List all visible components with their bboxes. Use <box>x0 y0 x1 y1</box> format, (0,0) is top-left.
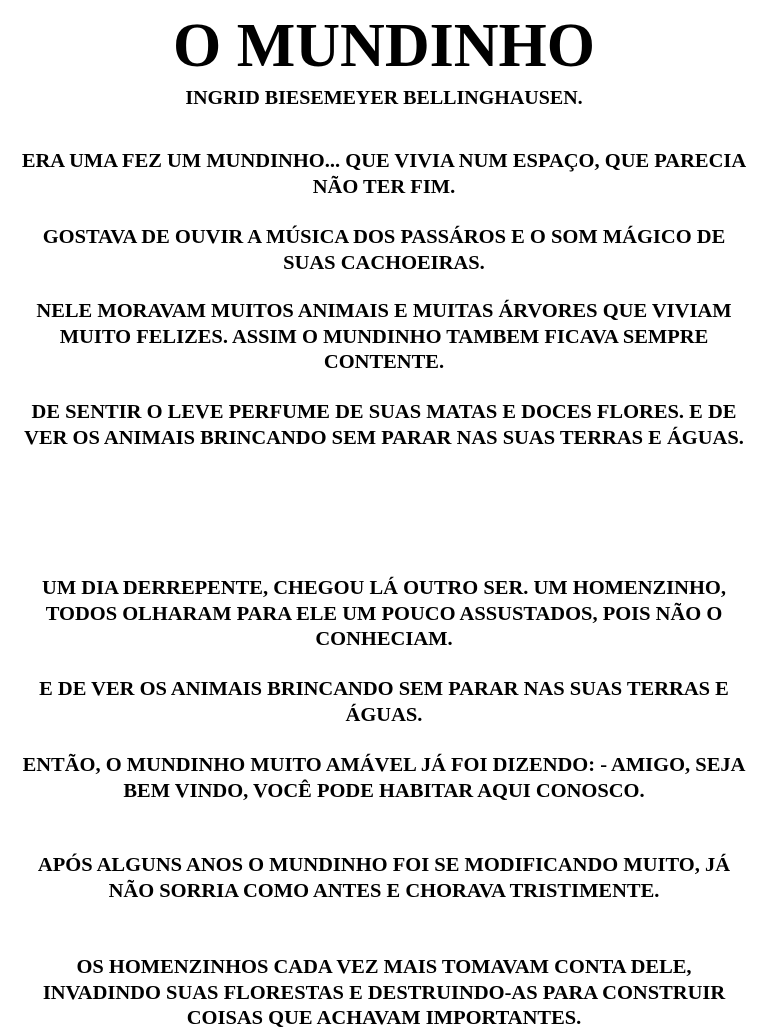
paragraph-5: UM DIA DERREPENTE, CHEGOU LÁ OUTRO SER. UM HOMENZINHO, TODOS OLHARAM PARA ELE UM POUCO ASSUSTADOS, POIS NÃO O CONHECIAM. <box>42 577 726 650</box>
paragraph-7: ENTÃO, O MUNDINHO MUITO AMÁVEL JÁ FOI DIZENDO: - AMIGO, SEJA BEM VINDO, VOCÊ PODE HABITAR AQUI CONOSCO. <box>22 754 746 802</box>
paragraph-8: APÓS ALGUNS ANOS O MUNDINHO FOI SE MODIFICANDO MUITO, JÁ NÃO SORRIA COMO ANTES E CHORAVA TRISTIMENTE. <box>37 854 731 902</box>
paragraph-3: NELE MORAVAM MUITOS ANIMAIS E MUITAS ÁRVORES QUE VIVIAM MUITO FELIZES. ASSIM O MUNDINHO TAMBEM FICAVA SEMPRE CONTENTE. <box>36 300 732 373</box>
paragraph-6: E DE VER OS ANIMAIS BRINCANDO SEM PARAR NAS SUAS TERRAS E ÁGUAS. <box>39 678 729 726</box>
document-title: O MUNDINHO <box>173 12 595 80</box>
paragraph-9: OS HOMENZINHOS CADA VEZ MAIS TOMAVAM CONTA DELE, INVADINDO SUAS FLORESTAS E DESTRUINDO-AS PARA CONSTRUIR COISAS QUE ACHAVAM IMPORTANTES. <box>42 956 726 1029</box>
document-author: INGRID BIESEMEYER BELLINGHAUSEN. <box>185 87 583 109</box>
paragraph-1: ERA UMA FEZ UM MUNDINHO... QUE VIVIA NUM ESPAÇO, QUE PARECIA NÃO TER FIM. <box>21 150 747 198</box>
paragraph-2: GOSTAVA DE OUVIR A MÚSICA DOS PASSÁROS E O SOM MÁGICO DE SUAS CACHOEIRAS. <box>42 226 726 274</box>
paragraph-4: DE SENTIR O LEVE PERFUME DE SUAS MATAS E DOCES FLORES. E DE VER OS ANIMAIS BRINCANDO SEM PARAR NAS SUAS TERRAS E ÁGUAS. <box>24 401 744 449</box>
